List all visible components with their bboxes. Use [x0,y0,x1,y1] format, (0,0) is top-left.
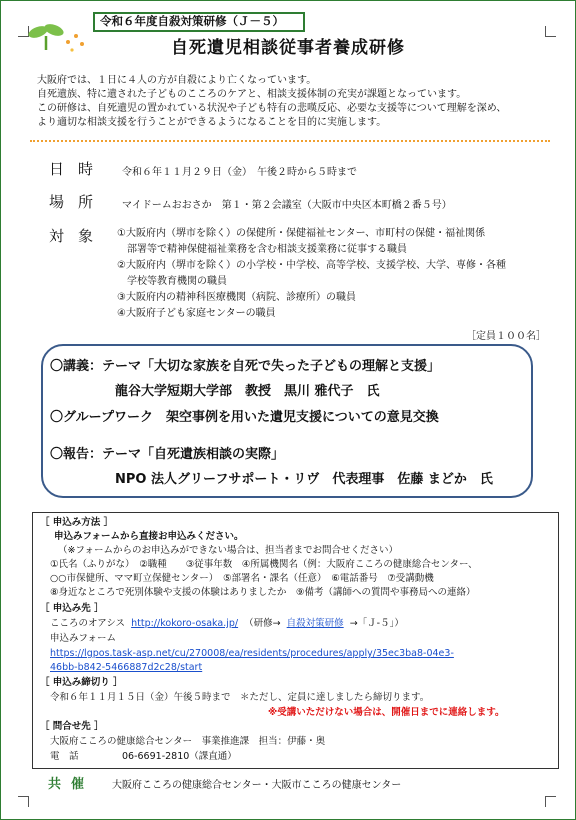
dest-suffix: →「Ｊ-５」） [349,618,404,629]
deadline-heading: ［ 申込み締切り ］ [40,677,123,688]
form-label: 申込みフォーム [50,633,117,644]
form-url-link[interactable]: 46bb-b842-5466887d2c28/start [50,662,203,673]
dest-mid: （研修→ [244,618,281,629]
apply-dest-heading: ［ 申込み先 ］ [40,603,104,614]
page-title: 自死遺児相談従事者養成研修 [171,38,405,58]
intro-line: この研修は、自死遺児の置かれている状況や子ども特有の悲嘆反応、必要な支援等について理解を深め、 [37,103,507,114]
apply-dest-line [50,617,404,630]
date-label: 日時 [49,160,108,178]
target-list [117,226,506,322]
deadline-warning: ※受講いただけない場合は、開催日までに連絡します。 [268,707,505,718]
lecturer: 龍谷大学短期大学部 教授 黒川 雅代子 氏 [115,384,380,399]
apply-method-note: （※フォームからのお申込みができない場合は、担当者までお問合せください） [58,545,398,556]
dest-prefix: こころのオアシス [50,618,126,629]
deadline-value: 令和６年１１月１５日（金）午後５時まで ＊ただし、定員に達しましたら締切ります。 [50,692,430,703]
form-url-link[interactable]: https://lgpos.task-asp.net/cu/270008/ea/residents/procedures/apply/35ec3ba8-04e3- [50,648,454,659]
apply-method-heading: ［ 申込み方法 ］ [40,517,114,528]
suicide-training-link[interactable]: 自殺対策研修 [286,618,344,629]
kokoro-oasis-link[interactable]: http://kokoro-osaka.jp/ [131,618,239,629]
intro-text [37,74,557,130]
subtitle: 令和６年度自殺対策研修（Ｊ－５） [100,14,284,28]
contact-heading: ［ 問合せ先 ］ [40,721,104,732]
reporter: NPO 法人グリーフサポート・リヴ 代表理事 佐藤 まどか 氏 [115,472,493,487]
target-item: 学校等教育機関の職員 [117,276,227,287]
target-label: 対象 [49,227,108,245]
intro-line: 大阪府では、１日に４人の方が自殺により亡くなっています。 [37,75,317,86]
group-work: 〇グループワーク 架空事例を用いた遺児支援についての意見交換 [50,410,439,425]
date-value: 令和６年１１月２９日（金） 午後２時から５時まで [122,167,357,178]
report-theme: 〇報告：テーマ「自死遺族相談の実際」 [50,447,285,462]
place-label: 場所 [49,193,108,211]
target-item: ①大阪府内（堺市を除く）の保健所・保健福祉センター、市町村の保健・福祉関係 [117,228,486,239]
contact-tel: 06-6691-2810（課直通） [122,751,237,762]
capacity: ［定員１００名］ [466,331,546,342]
corner-mark [18,796,29,807]
intro-line: 自死遺族、特に遺された子どものこころのケアと、相談支援体制の充実が課題となっています。 [37,89,467,100]
target-item: ④大阪府子ども家庭センターの職員 [117,308,276,319]
contact-org: 大阪府こころの健康総合センター 事業推進課 担当：伊藤・奥 [50,736,326,747]
target-item: 部署等で精神保健福祉業務を含む相談支援業務に従事する職員 [117,244,407,255]
dotted-divider [30,140,550,142]
place-value: マイドームおおさか 第１・第２会議室（大阪市中央区本町橋２番５号） [122,200,452,211]
target-item: ③大阪府内の精神科医療機関（病院、診療所）の職員 [117,292,356,303]
lecture-theme: 〇講義：テーマ「大切な家族を自死で失った子どもの理解と支援」 [50,359,441,374]
cohost-value: 大阪府こころの健康総合センター・大阪市こころの健康センター [112,780,402,791]
apply-items: ①氏名（ふりがな） ②職種 ③従事年数 ④所属機関名（例：大阪府こころの健康総合センター、 [50,559,478,570]
corner-mark [545,796,556,807]
apply-items: ○○市保健所、ママ町立保健センター） ⑤部署名・課名（任意） ⑥電話番号 ⑦受講動機 [50,573,434,584]
target-item: ②大阪府内（堺市を除く）の小学校・中学校、高等学校、支援学校、大学、専修・各種 [117,260,506,271]
contact-tel-label: 電 話 [50,751,79,762]
intro-line: より適切な相談支援を行うことができるようになることを目的に実施します。 [37,117,387,128]
apply-method-main: 申込みフォームから直接お申込みください。 [54,531,244,542]
apply-items: ⑧身近なところで死別体験や支援の体験はありましたか ⑨備考（講師への質問や事務局への連絡） [50,587,476,598]
cohost-label: 共催 [48,777,95,792]
